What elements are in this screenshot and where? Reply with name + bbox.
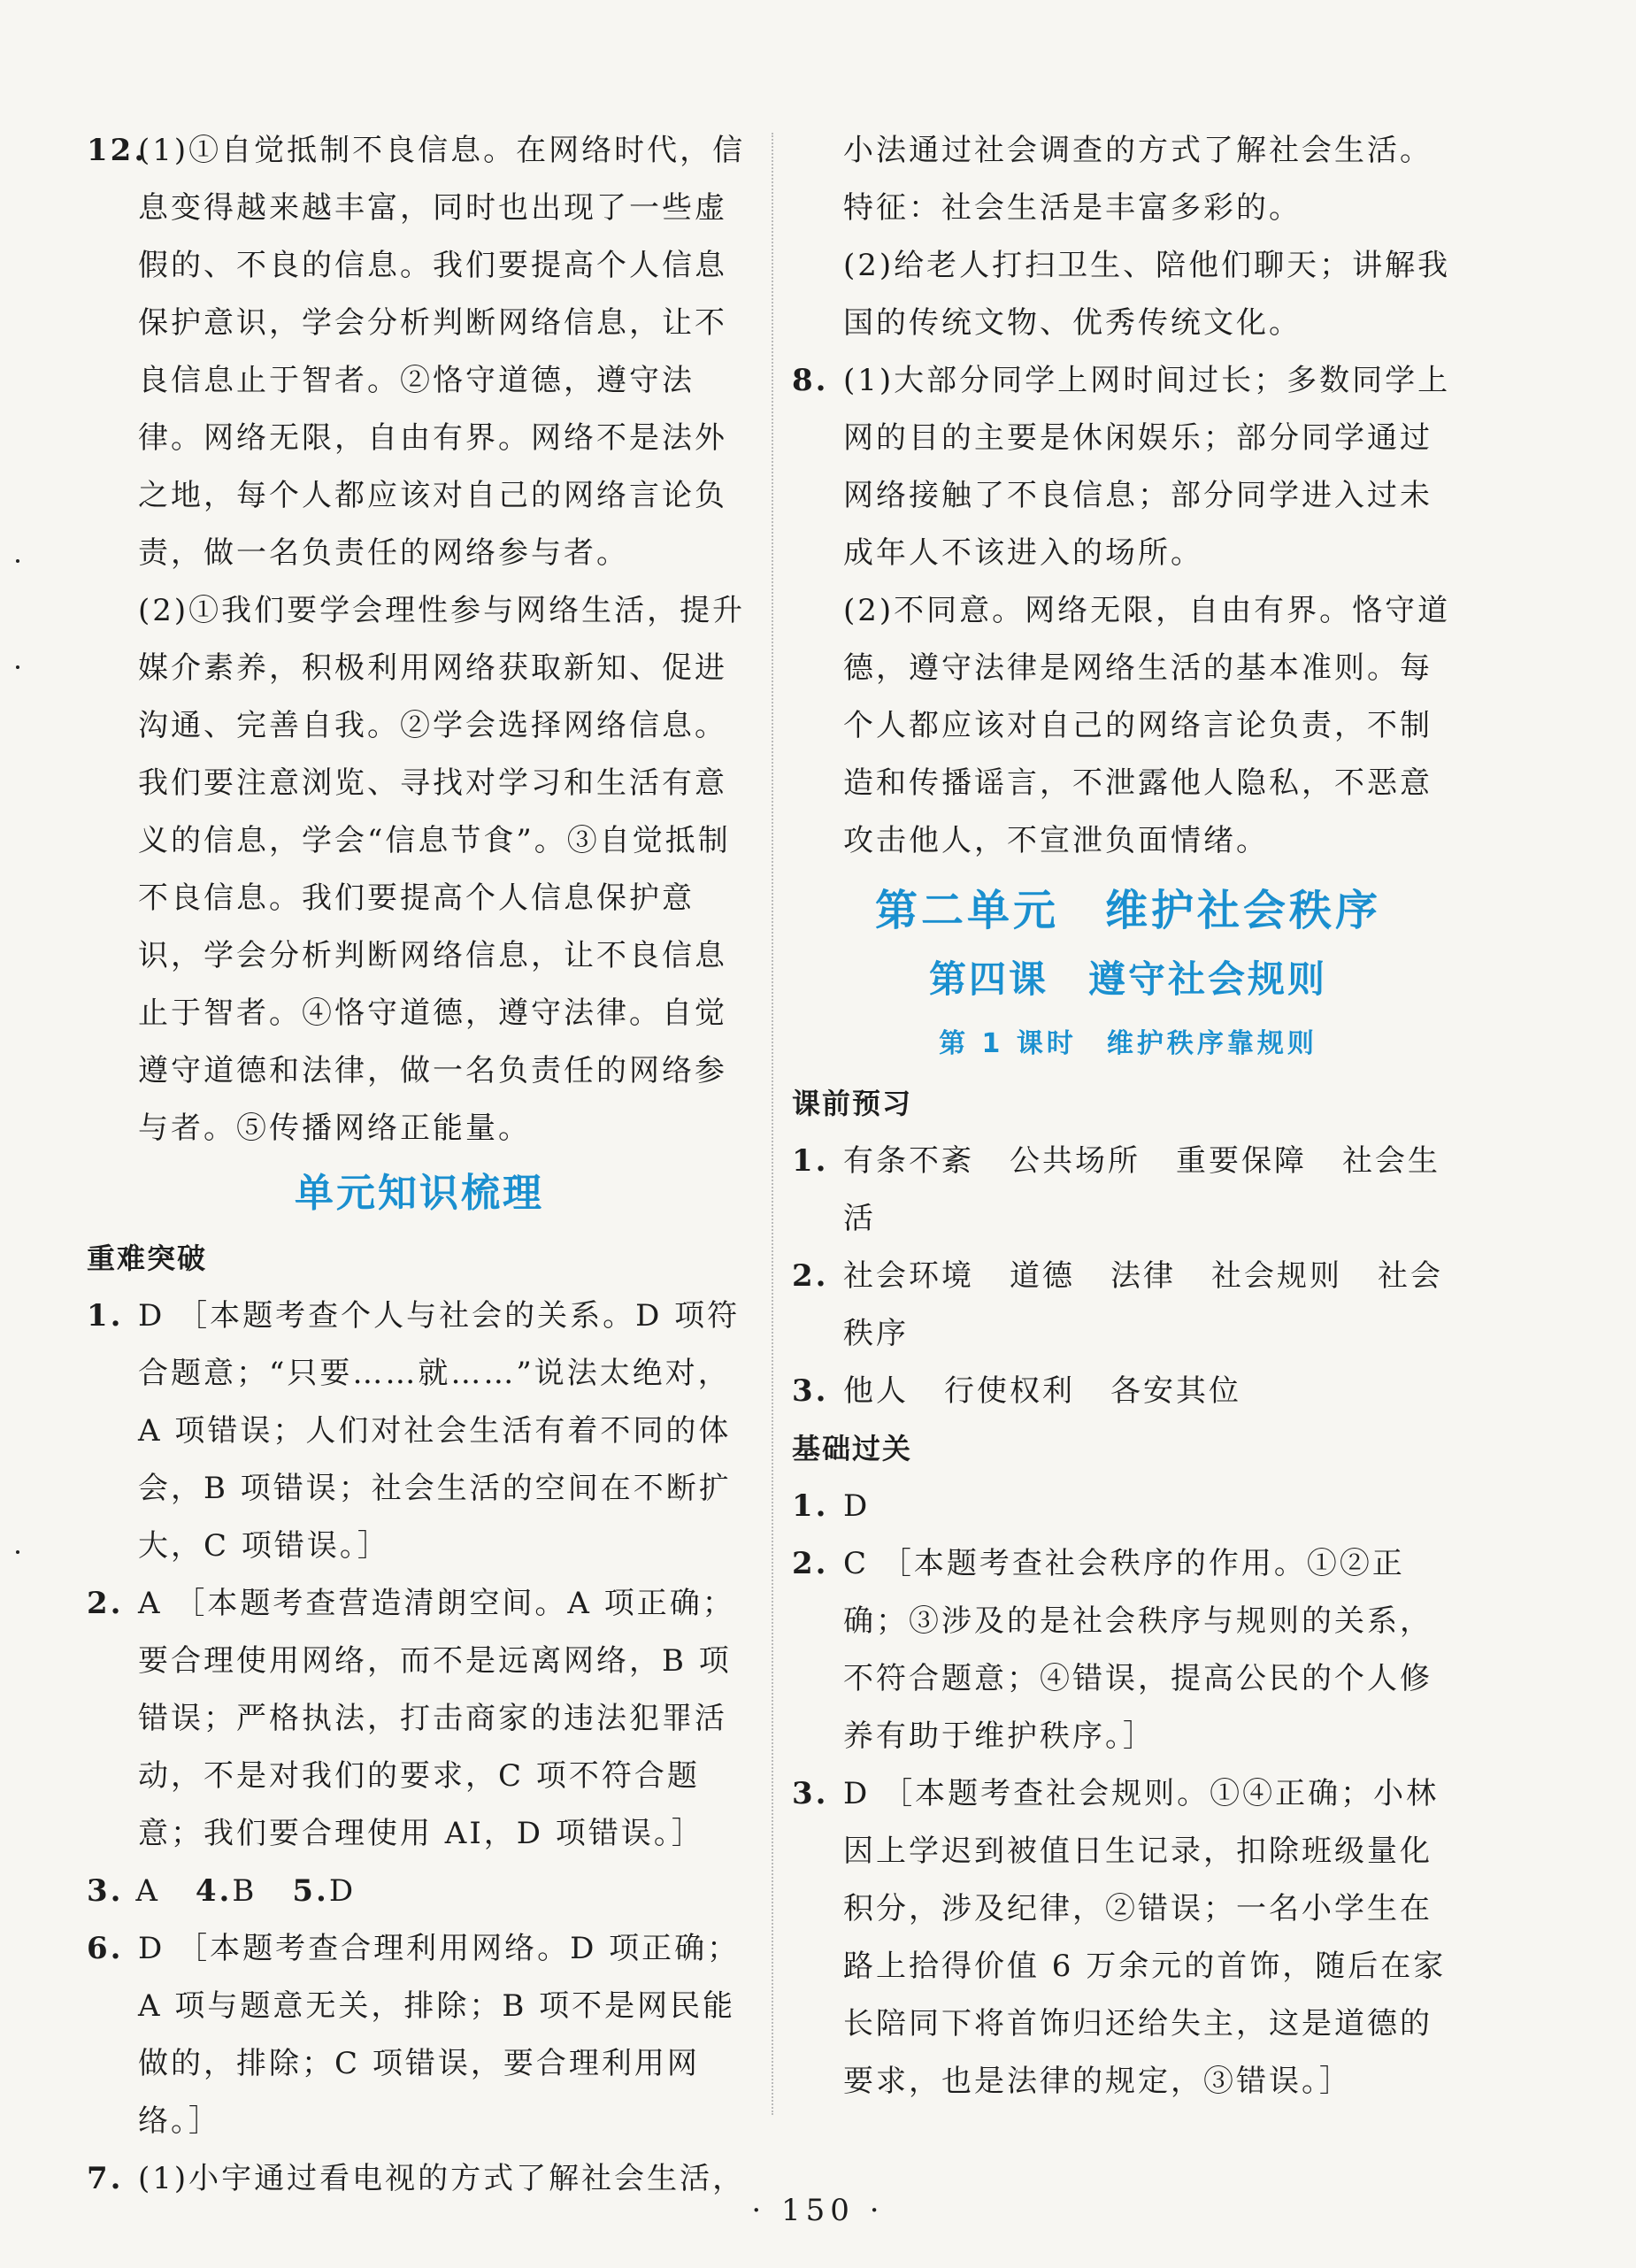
answer-paragraph: (2)不同意。网络无限，自由有界。恪守道德，遵守法律是网络生活的基本准则。每个人都应该对自己的网络言论负责，不制造和传播谣言，不泄露他人隐私，不恶意攻击他人，不宣泄负面情绪。 — [843, 593, 1451, 858]
item-number: 4. — [195, 1873, 233, 1909]
answer-paragraph: (1)大部分同学上网时间过长；多数同学上网的目的主要是休闲娱乐；部分同学通过网络接触了不良信息；部分同学进入过未成年人不该进入的场所。 — [843, 363, 1451, 571]
blank-answer: 行使权利 — [944, 1373, 1075, 1409]
answer-text: D ［本题考查个人与社会的关系。D 项符合题意；“只要……就……”说法太绝对，A 项错误；人们对社会生活有着不同的体会，B 项错误；社会生活的空间在不断扩大，C 项错误。］ — [138, 1298, 741, 1564]
answer-item-6 — [87, 1920, 752, 2150]
preview-item-3 — [792, 1363, 1464, 1420]
preview-item-2 — [792, 1248, 1464, 1363]
answer-items-3-5 — [87, 1863, 752, 1920]
margin-dot — [16, 1550, 19, 1554]
item-number: 1. — [87, 1298, 124, 1334]
item-number: 3. — [87, 1873, 124, 1909]
answer-paragraph: (1)①自觉抵制不良信息。在网络时代，信息变得越来越丰富，同时也出现了一些虚假的、不良的信息。我们要提高个人信息保护意识，学会分析判断网络信息，让不良信息止于智者。②恪守道德，遵守法律。网络无限，自由有界。网络不是法外之地，每个人都应该对自己的网络言论负责，做一名负责任的网络参与者。 — [138, 133, 746, 571]
item-number: 12. — [87, 133, 148, 168]
item-number: 7. — [87, 2161, 124, 2196]
item-number: 2. — [87, 1586, 124, 1621]
answer-item-12 — [87, 122, 752, 1157]
answer-text: D ［本题考查社会规则。①④正确；小林因上学迟到被值日生记录，扣除班级量化积分，涉及纪律，②错误；一名小学生在路上拾得价值 6 万余元的首饰，随后在家长陪同下将首饰归还给失主，这是道德的要求，也是法律的规定，③错误。］ — [843, 1776, 1447, 2099]
subsection-heading: 课前预习 — [792, 1087, 913, 1120]
blank-answer: 公共场所 — [1010, 1143, 1141, 1179]
item-number: 2. — [792, 1546, 829, 1581]
item-number: 8. — [792, 363, 829, 398]
answer-continuation — [792, 122, 1464, 352]
unit-title: 第二单元 维护社会秩序 — [874, 886, 1381, 935]
subsection-heading: 基础过关 — [792, 1432, 913, 1465]
margin-dot — [16, 559, 19, 563]
answer-text: A ［本题考查营造清朗空间。A 项正确；要合理使用网络，而不是远离网络，B 项错误；严格执法，打击商家的违法犯罪活动，不是对我们的要求，C 项不符合题意；我们要合理使用 AI，D 项错误。］ — [138, 1586, 735, 1851]
blank-answer: 社会规则 — [1211, 1258, 1342, 1294]
item-number: 3. — [792, 1776, 829, 1811]
margin-dot — [16, 665, 19, 669]
right-column — [792, 122, 1464, 2110]
answer-text: 小法通过社会调查的方式了解社会生活。 — [843, 133, 1432, 168]
answer-text: A — [135, 1873, 160, 1909]
left-column — [87, 122, 752, 2208]
blank-answer: 法律 — [1110, 1258, 1176, 1294]
blank-answer: 重要保障 — [1176, 1143, 1307, 1179]
item-number: 5. — [292, 1873, 329, 1909]
column-divider — [772, 133, 773, 2115]
blank-answer: 他人 — [843, 1373, 909, 1409]
item-number: 1. — [792, 1143, 829, 1179]
answer-text: (1)小宇通过看电视的方式了解社会生活， — [138, 2161, 746, 2196]
blank-answer: 社会环境 — [843, 1258, 974, 1294]
section-title: 单元知识梳理 — [295, 1171, 544, 1216]
lesson-title: 第四课 遵守社会规则 — [928, 957, 1327, 1001]
answer-text: D — [843, 1488, 871, 1524]
blank-answer: 各安其位 — [1110, 1373, 1241, 1409]
blank-answer: 有条不紊 — [843, 1143, 974, 1179]
answer-text: B — [232, 1873, 257, 1909]
basic-item-3 — [792, 1765, 1464, 2110]
answer-text: (2)给老人打扫卫生、陪他们聊天；讲解我国的传统文物、优秀传统文化。 — [843, 248, 1451, 341]
answer-item-8 — [792, 352, 1464, 870]
blank-answer: 社会生活 — [843, 1143, 1440, 1236]
answer-text: D — [328, 1873, 357, 1909]
item-number: 1. — [792, 1488, 829, 1524]
item-number: 3. — [792, 1373, 829, 1409]
blank-answer: 社会秩序 — [843, 1258, 1443, 1351]
preview-item-1 — [792, 1133, 1464, 1248]
basic-item-2 — [792, 1535, 1464, 1765]
item-number: 6. — [87, 1931, 124, 1966]
answer-item-2 — [87, 1575, 752, 1863]
answer-text: C ［本题考查社会秩序的作用。①②正确；③涉及的是社会秩序与规则的关系，不符合题意；④错误，提高公民的个人修养有助于维护秩序。］ — [843, 1546, 1432, 1754]
subsection-heading: 重难突破 — [87, 1242, 208, 1275]
answer-text: D ［本题考查合理利用网络。D 项正确；A 项与题意无关，排除；B 项不是网民能做的，排除；C 项错误，要合理利用网络。］ — [138, 1931, 741, 2139]
blank-answer: 道德 — [1010, 1258, 1075, 1294]
page-number: · 150 · — [751, 2193, 885, 2228]
period-title: 第 1 课时 维护秩序靠规则 — [939, 1028, 1317, 1059]
item-number: 2. — [792, 1258, 829, 1294]
answer-text: 特征：社会生活是丰富多彩的。 — [843, 190, 1302, 226]
answer-paragraph: (2)①我们要学会理性参与网络生活，提升媒介素养，积极利用网络获取新知、促进沟通、完善自我。②学会选择网络信息。我们要注意浏览、寻找对学习和生活有意义的信息，学会“信息节食”。③自觉抵制不良信息。我们要提高个人信息保护意识，学会分析判断网络信息，让不良信息止于智者。④恪守道德，遵守法律。自觉遵守道德和法律，做一名负责任的网络参与者。⑤传播网络正能量。 — [138, 593, 746, 1146]
answer-item-1 — [87, 1288, 752, 1575]
basic-item-1 — [792, 1478, 1464, 1535]
